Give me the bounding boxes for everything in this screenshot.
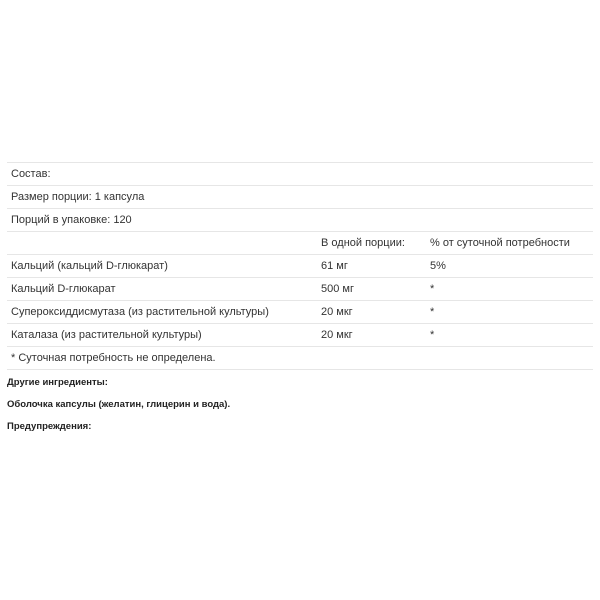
ingredient-amount: 20 мкг: [317, 324, 426, 347]
ingredient-name: Каталаза (из растительной культуры): [7, 324, 317, 347]
table-row: [7, 163, 593, 186]
ingredient-name: Супероксиддисмутаза (из растительной культуры): [7, 301, 317, 324]
ingredient-daily-value: 5%: [426, 255, 593, 278]
table-row: [7, 347, 593, 370]
table-row: [7, 255, 593, 278]
warnings-label: Предупреждения:: [7, 421, 92, 432]
ingredient-amount: 20 мкг: [317, 301, 426, 324]
header-daily-value: % от суточной потребности: [426, 232, 593, 255]
ingredient-daily-value: *: [426, 278, 593, 301]
ingredient-daily-value: *: [426, 324, 593, 347]
table-row: [7, 186, 593, 209]
notes-section: [7, 378, 230, 444]
table-row: [7, 301, 593, 324]
footnote: * Суточная потребность не определена.: [7, 347, 593, 370]
table-row: [7, 324, 593, 347]
ingredient-name: Кальций D-глюкарат: [7, 278, 317, 301]
other-ingredients-text: Оболочка капсулы (желатин, глицерин и вода).: [7, 399, 231, 410]
servings-per-container: Порций в упаковке: 120: [7, 209, 593, 232]
supplement-facts-table: [7, 162, 593, 370]
ingredient-name: Кальций (кальций D-глюкарат): [7, 255, 317, 278]
header-name: [7, 232, 317, 255]
supplement-facts-table-wrapper: [7, 162, 593, 370]
ingredient-amount: 500 мг: [317, 278, 426, 301]
composition-label: Состав:: [7, 163, 593, 186]
table-row: [7, 278, 593, 301]
ingredient-amount: 61 мг: [317, 255, 426, 278]
table-header-row: [7, 232, 593, 255]
serving-size: Размер порции: 1 капсула: [7, 186, 593, 209]
other-ingredients-label: Другие ингредиенты:: [7, 377, 108, 388]
table-row: [7, 209, 593, 232]
ingredient-daily-value: *: [426, 301, 593, 324]
header-amount: В одной порции:: [317, 232, 426, 255]
